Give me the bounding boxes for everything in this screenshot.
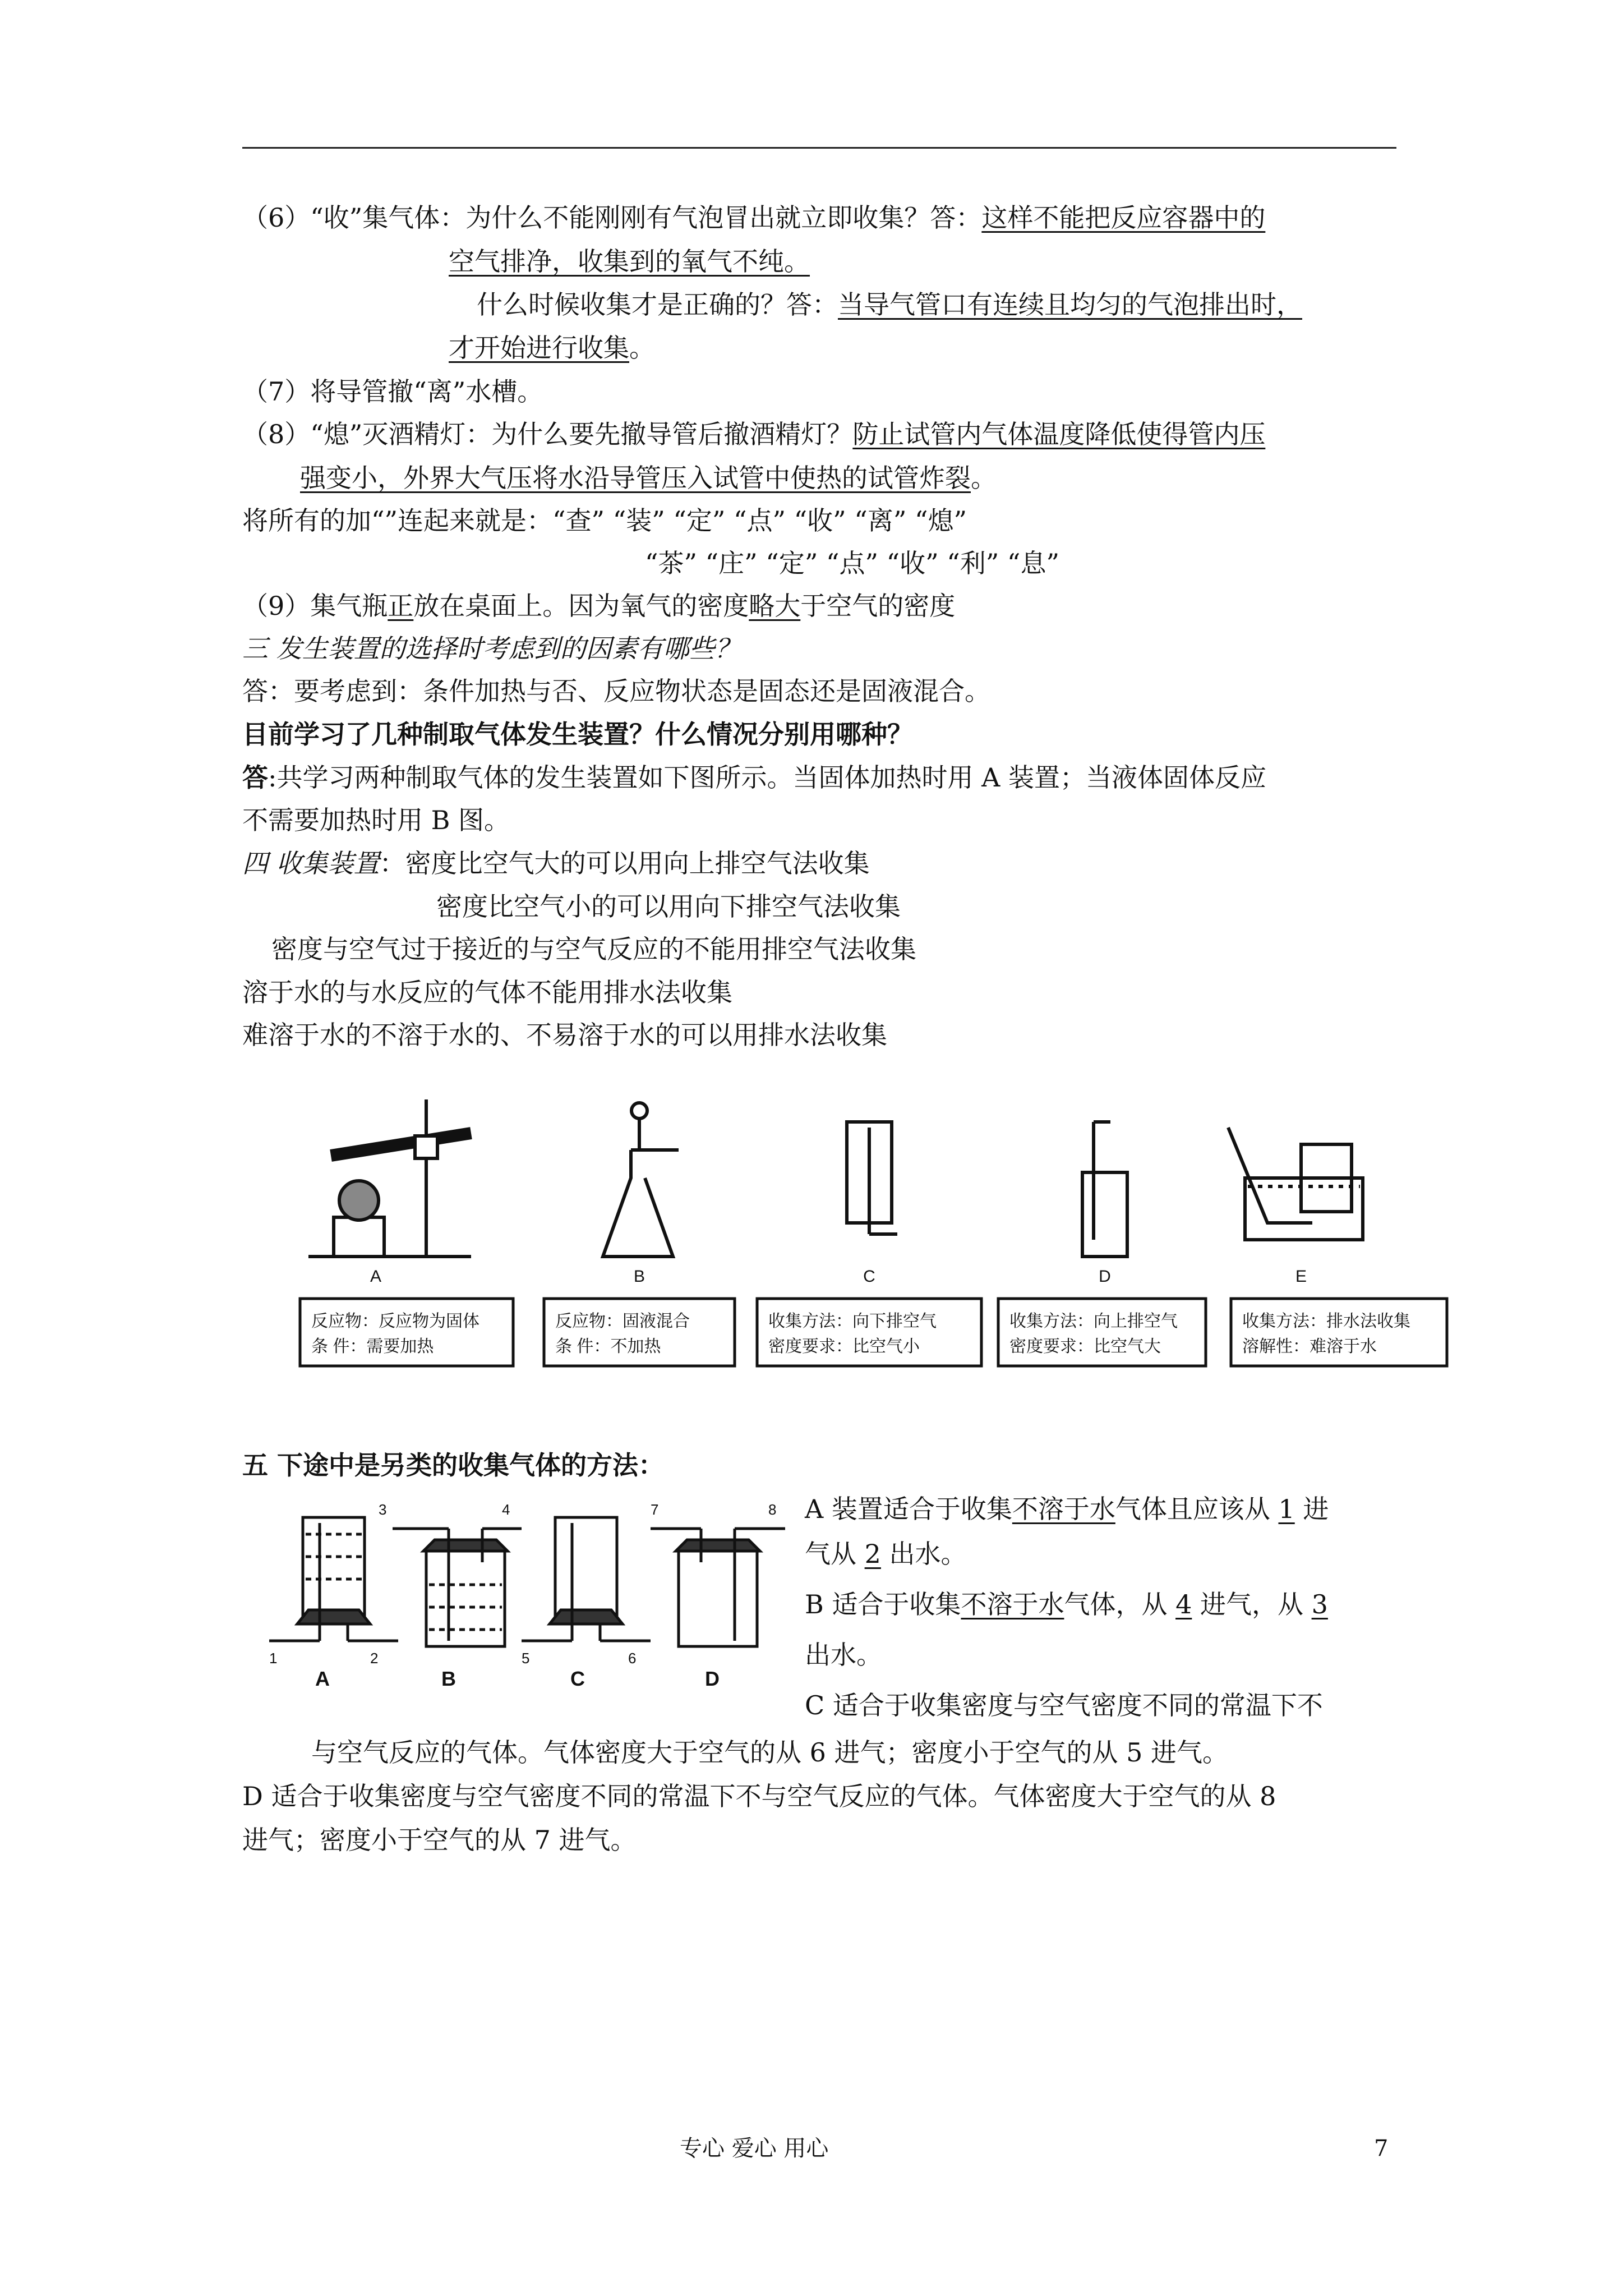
s6-question: （6）“收”集气体：为什么不能刚刚有气泡冒出就立即收集？答：: [242, 203, 982, 233]
sec5-b-underline3: 3: [1311, 1589, 1328, 1619]
sec4-colon: ：: [379, 848, 405, 878]
sec4-heading: 四 收集装置: [242, 848, 380, 878]
apparatus-e-drawing: [1228, 1128, 1363, 1240]
sec5-a-underline1: 不溶于水: [1012, 1494, 1115, 1524]
caption-b-line2: 条 件：不加热: [555, 1337, 661, 1356]
s6-line1: [242, 201, 1265, 234]
caption-e-line2: 溶解性：难溶于水: [1242, 1337, 1377, 1356]
bottle-num-3: 3: [379, 1501, 387, 1518]
bottle-num-5: 5: [522, 1650, 530, 1667]
s6-answer-part1: 这样不能把反应容器中的: [981, 203, 1266, 233]
sec3-ans-label: 答: [242, 762, 268, 793]
s9-part1: （9）集气瓶: [242, 591, 388, 621]
caption-d-line2: 密度要求：比空气大: [1009, 1337, 1161, 1356]
sec3-question: 目前学习了几种制取气体发生装置？什么情况分别用哪种？: [242, 719, 913, 749]
caption-b-line1: 反应物：固液混合: [555, 1312, 690, 1331]
s9-part3: 于空气的密度: [800, 591, 956, 621]
sec4-rule2: 密度比空气小的可以用向下排空气法收集: [436, 891, 901, 922]
caption-c-line2: 密度要求：比空气小: [768, 1337, 920, 1356]
sec5-b-underline1: 不溶于水: [961, 1589, 1064, 1619]
s6-line2: [449, 245, 810, 278]
sec5-d-line2: 进气；密度小于空气的从 7 进气。: [242, 1825, 637, 1855]
bottle-num-2: 2: [370, 1650, 379, 1667]
apparatus-c-drawing: [847, 1122, 897, 1234]
header-rule: [242, 147, 1396, 149]
caption-c-line1: 收集方法：向下排空气: [768, 1312, 937, 1331]
sec5-a-underline2: 1: [1278, 1494, 1295, 1524]
s6-answer2-part1: 当导气管口有连续且均匀的气泡排出时，: [838, 289, 1302, 320]
bottle-b-drawing: [393, 1529, 522, 1646]
caption-box-e: [1231, 1299, 1447, 1366]
bottle-label-a: A: [315, 1667, 330, 1690]
caption-box-c: [757, 1299, 981, 1366]
sec5-b-text3: 进气，从: [1200, 1589, 1303, 1619]
sec5-d-line1: D 适合于收集密度与空气密度不同的常温下不与空气反应的气体。气体密度大于空气的从 8: [242, 1781, 1276, 1811]
apparatus-figure: [292, 1088, 1453, 1402]
s8-line1: [242, 417, 1265, 451]
sec5-a-text2: 气体且应该从: [1115, 1494, 1270, 1524]
sec5-b-line2: 出水。: [805, 1640, 882, 1670]
bottle-num-7: 7: [651, 1501, 659, 1518]
sec5-c-line2: 与空气反应的气体。气体密度大于空气的从 6 进气；密度小于空气的从 5 进气。: [311, 1737, 1229, 1768]
bottle-d-drawing: [651, 1529, 785, 1646]
s6-answer2-part2: 才开始进行收集: [449, 333, 629, 363]
apparatus-label-e: E: [1295, 1267, 1307, 1286]
bottle-num-4: 4: [502, 1501, 510, 1518]
sec5-a-text5: 出水。: [889, 1539, 967, 1569]
bottle-num-6: 6: [628, 1650, 637, 1667]
sec5-a-underline3: 2: [864, 1539, 881, 1569]
bottle-a-drawing: [269, 1517, 398, 1641]
s8-question: （8）“熄”灭酒精灯：为什么要先撤导管后撤酒精灯？: [242, 419, 853, 449]
apparatus-label-d: D: [1099, 1267, 1111, 1286]
s8-end: 。: [971, 463, 997, 493]
s6-line4: [449, 331, 655, 365]
sec3-ans-line2: 不需要加热时用 B 图。: [242, 805, 510, 835]
sec5-a-text1: A 装置适合于收集: [805, 1494, 1012, 1524]
apparatus-a-drawing: [308, 1099, 471, 1257]
s6-answer2-end: 。: [629, 333, 655, 363]
apparatus-d-drawing: [1082, 1122, 1127, 1257]
sec4-line1: [242, 846, 870, 880]
s6-line3: [477, 288, 1302, 321]
sec5-a-text3: 进: [1303, 1494, 1329, 1524]
apparatus-label-b: B: [633, 1267, 645, 1286]
sec3-ans-line1: [242, 761, 1266, 794]
s9-line: [242, 589, 955, 623]
mnemonic-line1: 将所有的加“”连起来就是：“查” “装” “定” “点” “收” “离” “熄”: [242, 505, 967, 536]
mnemonic-line2: “茶” “庄” “定” “点” “收” “利” “息”: [645, 548, 1059, 578]
s8-line2: [300, 461, 997, 495]
bottle-figure: [264, 1501, 791, 1697]
sec3-ans-text1: :共学习两种制取气体的发生装置如下图所示。当固体加热时用 A 装置；当液体固体反应: [268, 762, 1266, 793]
caption-e-line1: 收集方法：排水法收集: [1242, 1312, 1410, 1331]
s9-underline2: 略大: [749, 591, 801, 621]
caption-box-b: [544, 1299, 735, 1366]
sec4-rule5: 难溶于水的不溶于水的、不易溶于水的可以用排水法收集: [242, 1020, 887, 1050]
sec5-heading: 五 下途中是另类的收集气体的方法：: [242, 1450, 665, 1480]
sec5-c-line1: C 适合于收集密度与空气密度不同的常温下不: [805, 1690, 1323, 1720]
caption-d-line1: 收集方法：向上排空气: [1009, 1312, 1178, 1331]
sec5-b-text2: 气体，从: [1064, 1589, 1168, 1619]
apparatus-label-c: C: [863, 1267, 875, 1286]
s9-part2: 放在桌面上。因为氧气的密度: [413, 591, 749, 621]
sec4-rule3: 密度与空气过于接近的与空气反应的不能用排空气法收集: [271, 934, 916, 964]
sec3-heading: 三 发生装置的选择时考虑到的因素有哪些？: [242, 633, 741, 664]
sec3-answer: 答：要考虑到：条件加热与否、反应物状态是固态还是固液混合。: [242, 676, 990, 706]
s7-line: （7）将导管撤“离”水槽。: [242, 376, 543, 407]
sec5-b-underline2: 4: [1175, 1589, 1192, 1619]
apparatus-b-drawing: [603, 1103, 679, 1257]
s6-answer-part2: 空气排净，收集到的氧气不纯。: [449, 246, 810, 277]
footer-motto: 专心 爱心 用心: [680, 2136, 829, 2161]
sec4-rule4: 溶于水的与水反应的气体不能用排水法收集: [242, 977, 732, 1007]
bottle-label-d: D: [705, 1667, 720, 1690]
sec5-a-line1: [805, 1492, 1329, 1526]
bottle-label-b: B: [441, 1667, 456, 1690]
sec5-a-line2: [805, 1537, 967, 1571]
caption-a-line1: 反应物：反应物为固体: [311, 1312, 479, 1331]
apparatus-label-a: A: [370, 1267, 382, 1286]
sec5-b-text1: B 适合于收集: [805, 1589, 961, 1619]
s6-question2: 什么时候收集才是正确的？答：: [477, 289, 838, 320]
bottle-c-drawing: [522, 1517, 651, 1641]
s9-underline1: 正: [388, 591, 414, 621]
bottle-num-1: 1: [269, 1650, 278, 1667]
bottle-label-c: C: [570, 1667, 585, 1690]
caption-box-d: [998, 1299, 1206, 1366]
sec5-a-text4: 气从: [805, 1539, 856, 1569]
caption-a-line2: 条 件：需要加热: [311, 1337, 434, 1356]
sec5-b-line1: [805, 1588, 1328, 1621]
caption-box-a: [300, 1299, 513, 1366]
s8-answer-part1: 防止试管内气体温度降低使得管内压: [852, 419, 1266, 449]
page-number: 7: [1374, 2136, 1389, 2161]
sec4-rule1: 密度比空气大的可以用向上排空气法收集: [405, 848, 870, 878]
bottle-num-8: 8: [768, 1501, 777, 1518]
s8-answer-part2: 强变小，外界大气压将水沿导管压入试管中使热的试管炸裂: [300, 463, 971, 493]
